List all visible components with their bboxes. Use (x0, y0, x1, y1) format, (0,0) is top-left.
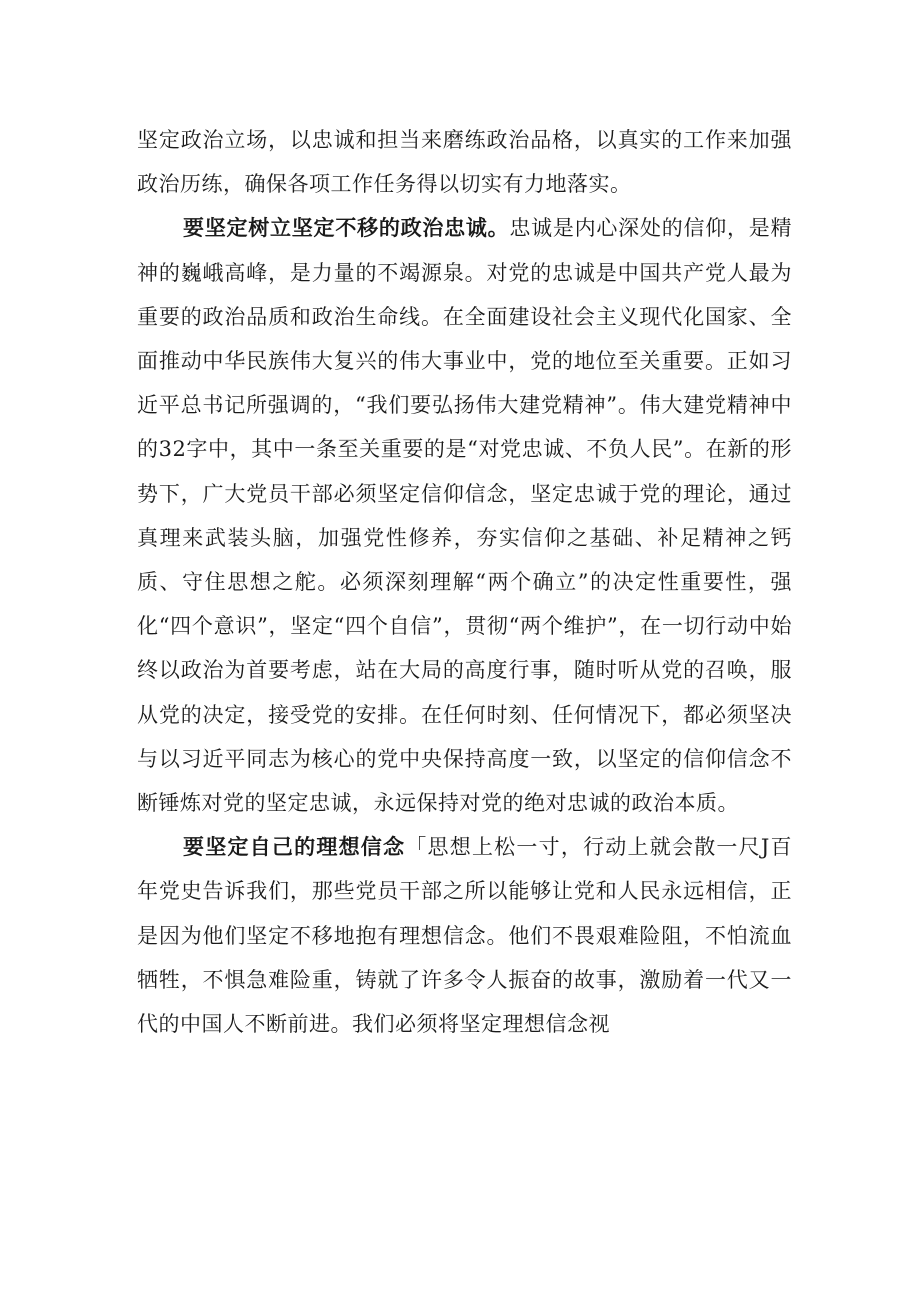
paragraph-2-heading: 要坚定树立坚定不移的政治忠诚。 (183, 216, 510, 241)
document-body (137, 118, 792, 1046)
paragraph-2-text: 忠诚是内心深处的信仰，是精神的巍峨高峰，是力量的不竭源泉。对党的忠诚是中国共产党人最为重要的政治品质和政治生命线。在全面建设社会主义现代化国家、全面推动中华民族伟大复兴的伟大事业中，党的地位至关重要。正如习近平总书记所强调的，“我们要弘扬伟大建党精神”。伟大建党精神中的32字中，其中一条至关重要的是“对党忠诚、不负人民”。在新的形势下，广大党员干部必须坚定信仰信念，坚定忠诚于党的理论，通过真理来武装头脑，加强党性修养，夯实信仰之基础、补足精神之钙质、守住思想之舵。必须深刻理解“两个确立”的决定性重要性，强化“四个意识”，坚定“四个自信”，贯彻“两个维护”，在一切行动中始终以政治为首要考虑，站在大局的高度行事，随时听从党的召唤，服从党的决定，接受党的安排。在任何时刻、任何情况下，都必须坚决与以习近平同志为核心的党中央保持高度一致，以坚定的信仰信念不断锤炼对党的坚定忠诚，永远保持对党的绝对忠诚的政治本质。 (137, 216, 793, 816)
paragraph-3 (137, 825, 792, 1046)
paragraph-3-heading: 要坚定自己的理想信念 (183, 835, 406, 860)
paragraph-3-text: 「思想上松一寸，行动上就会散一尺J百年党史告诉我们，那些党员干部之所以能够让党和人民永远相信，正是因为他们坚定不移地抱有理想信念。他们不畏艰难险阻，不怕流血牺牲，不惧急难险重，铸就了许多令人振奋的故事，激励着一代又一代的中国人不断前进。我们必须将坚定理想信念视 (137, 835, 793, 1037)
paragraph-1-text: 坚定政治立场，以忠诚和担当来磨练政治品格，以真实的工作来加强政治历练，确保各项工作任务得以切实有力地落实。 (137, 128, 792, 197)
paragraph-1 (137, 118, 792, 206)
paragraph-2 (137, 206, 792, 825)
